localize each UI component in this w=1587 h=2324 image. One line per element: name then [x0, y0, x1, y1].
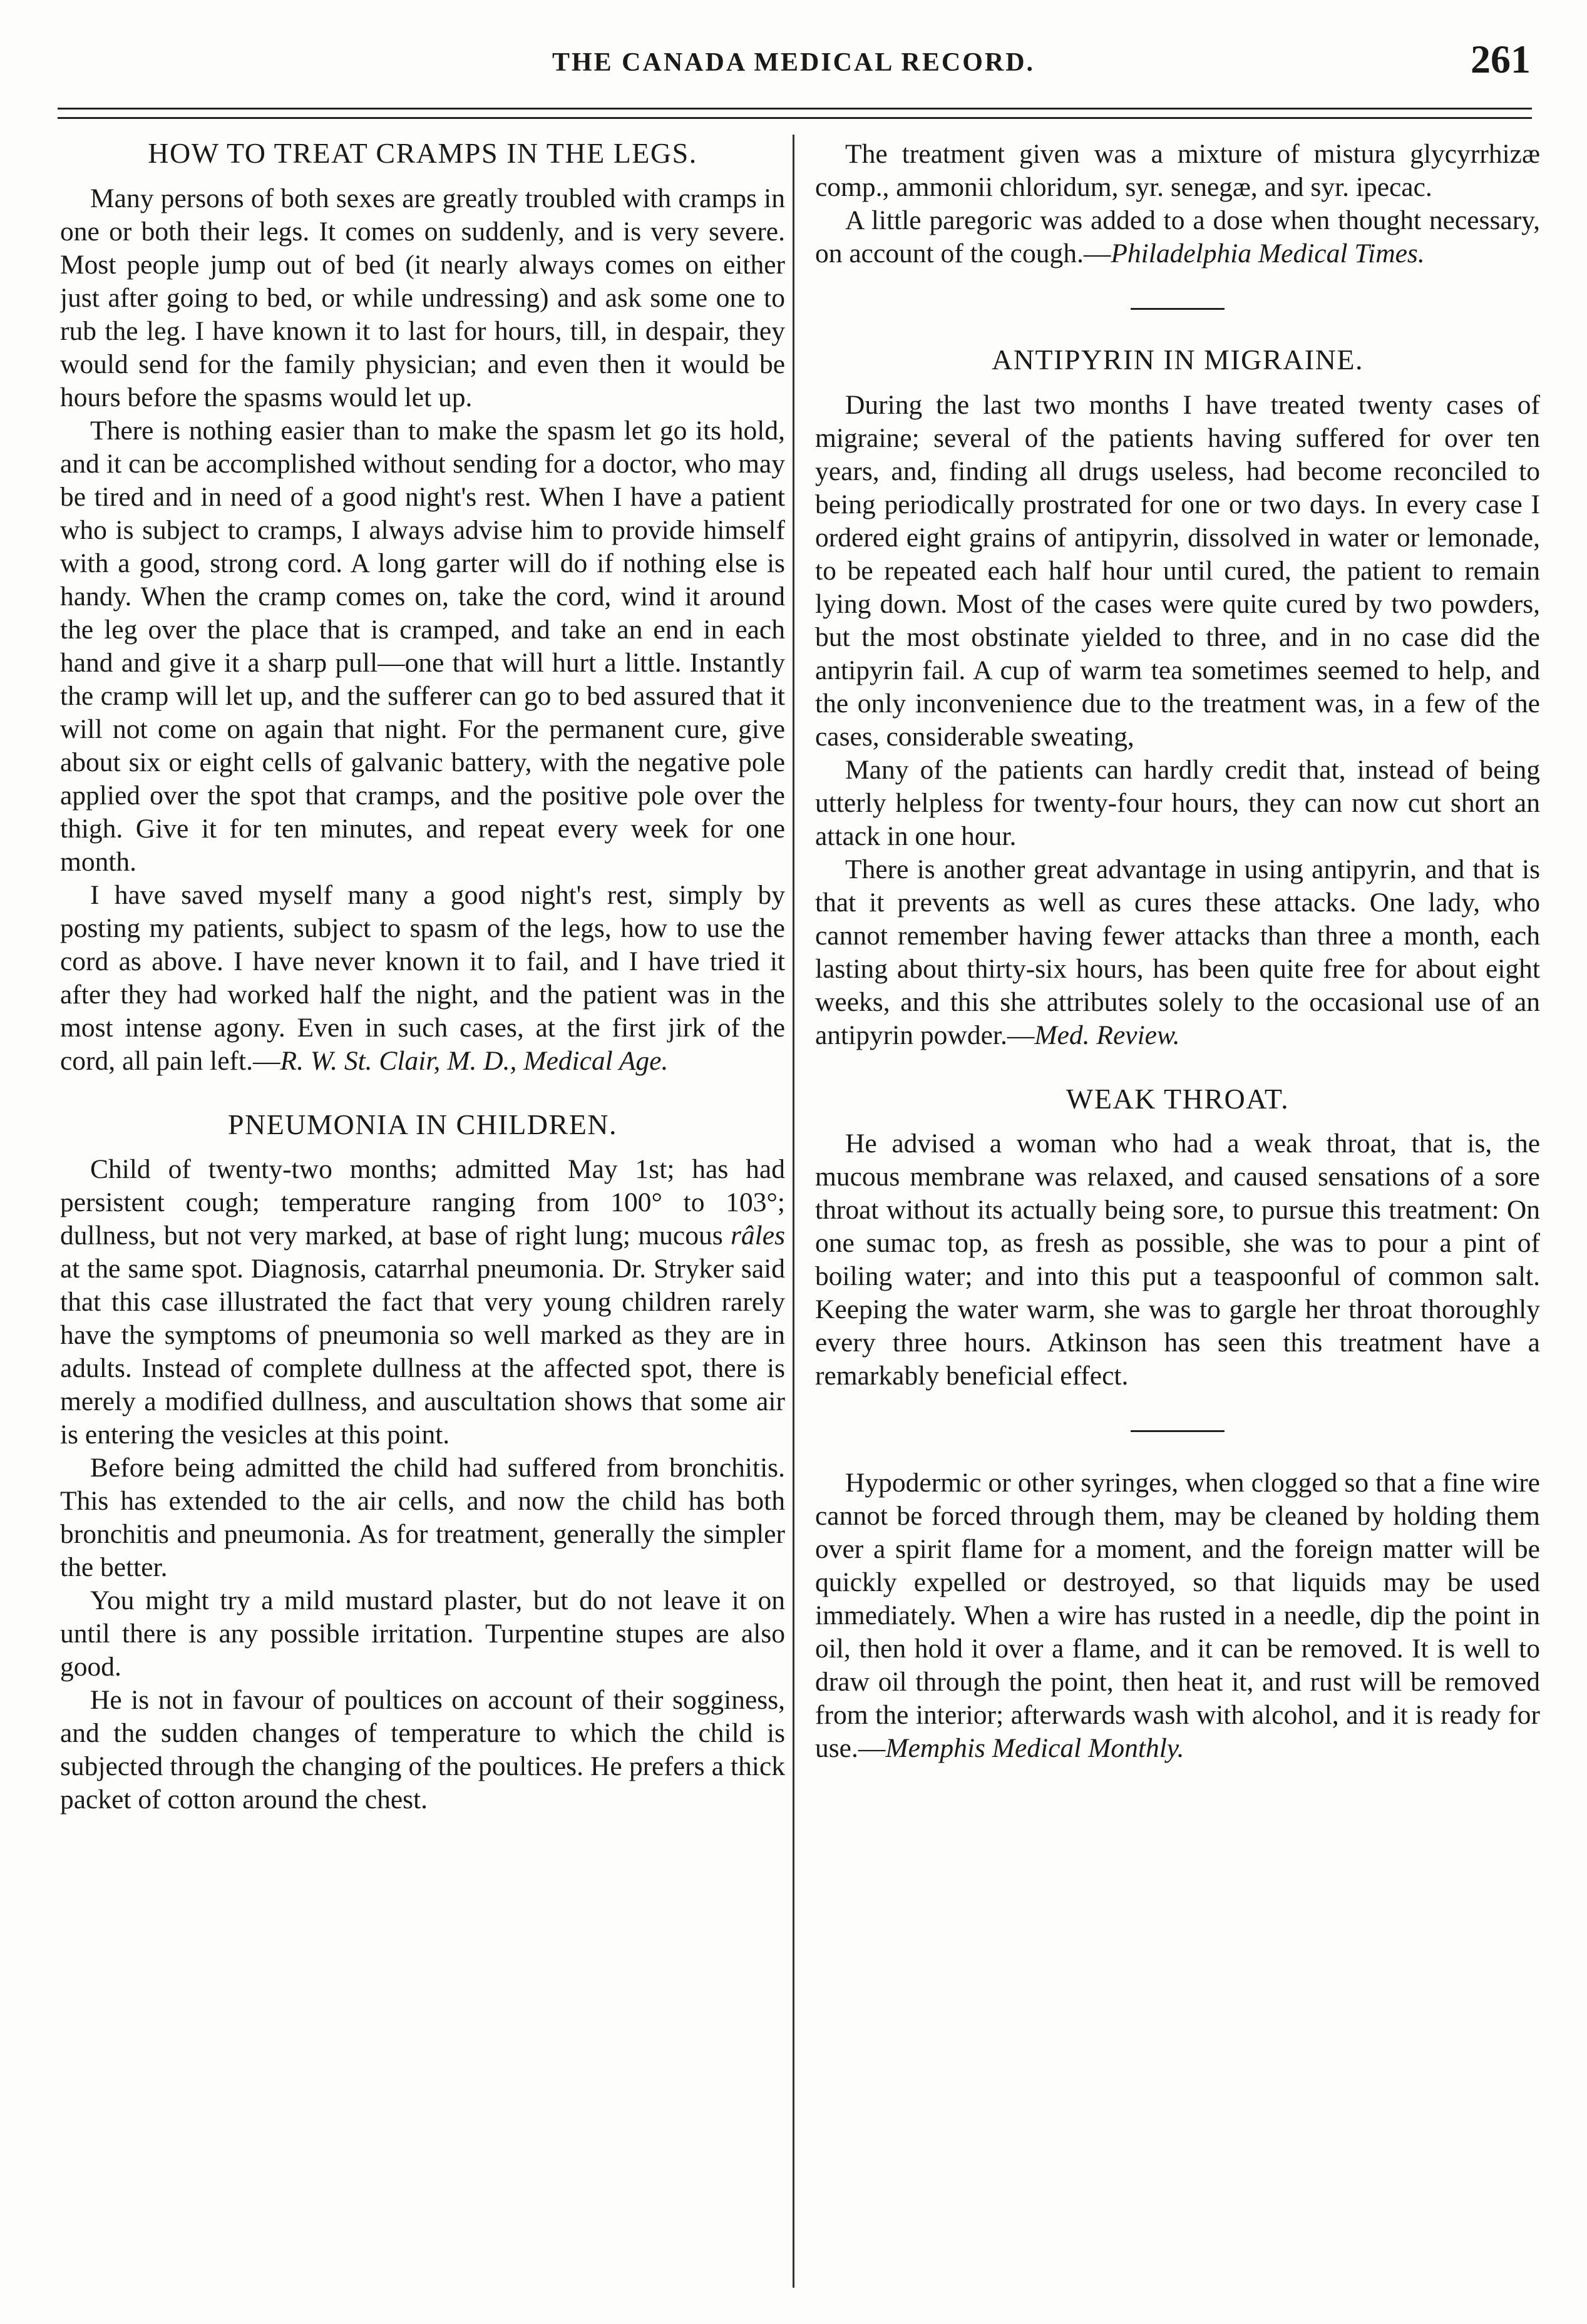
source-citation: Memphis Medical Monthly.: [885, 1733, 1184, 1764]
paragraph: [815, 204, 1540, 270]
article-title: PNEUMONIA IN CHILDREN.: [227, 1108, 618, 1140]
paragraph: Many persons of both sexes are greatly troubled with cramps in one or both their legs. It comes on suddenly, and is very severe. Most people jump out of bed (it nearly always comes on either just after going to bed, or while undressing) and ask some one to rub the leg. I have known it to last for hours, till, in despair, they would send for the family physician; and even then it would be hours before the spasms would let up.: [60, 183, 785, 412]
paragraph-text: I have saved myself many a good night's rest, simply by posting my patients, subject to spasm of the legs, how to use the cord as above. I have never known it to fail, and I have tried it after they had worked half the night, and the patient was in the most intense agony. Even in such cases, at the first jirk of the cord, all pain left.—: [60, 879, 785, 1076]
article-title: ANTIPYRIN IN MIGRAINE.: [992, 344, 1364, 376]
article-title: HOW TO TREAT CRAMPS IN THE LEGS.: [148, 138, 697, 169]
article-syringes: [815, 1467, 1540, 1765]
source-citation: R. W. St. Clair, M. D., Medical Age.: [280, 1045, 669, 1076]
paragraph-text: Child of twenty-two months; admitted May 1st; has had persistent cough; temperature ranging from 100° to 103°; dullness, but not very marked, at base of right lung; mucous: [60, 1154, 785, 1251]
article-pneumonia: [60, 1109, 785, 1817]
paragraph-text: There is another great advantage in using antipyrin, and that is that it prevents as well as cures these attacks. One lady, who cannot remember having fewer attacks than three a month, each lasting about thirty-six hours, has been quite free for about eight weeks, and this she attributes solely to the occasional use of an antipyrin powder.—: [815, 854, 1540, 1050]
running-head: [56, 36, 1531, 86]
right-column: [815, 138, 1540, 2291]
article-cramps: [60, 138, 785, 1078]
paragraph: The treatment given was a mixture of mistura glycyrrhizæ comp., ammonii chloridum, syr. senegæ, and syr. ipecac.: [815, 139, 1540, 202]
paragraph: During the last two months I have treated twenty cases of migraine; several of the patients having suffered for over ten years, and, finding all drugs useless, had become reconciled to being periodically prostrated for one or two days. In every case I ordered eight grains of antipyrin, dissolved in water or lemonade, to be repeated each half hour until cured, the patient to remain lying down. Most of the cases were quite cured by two powders, but the most obstinate yielded to three, and in no case did the antipyrin fail. A cup of warm tea sometimes seemed to help, and the only inconvenience due to the treatment was, in a few of the cases, considerable sweating,: [815, 389, 1540, 752]
source-citation: Med. Review.: [1034, 1020, 1180, 1050]
source-citation: Philadelphia Medical Times.: [1111, 238, 1425, 269]
paragraph: [815, 1467, 1540, 1765]
journal-title: THE CANADA MEDICAL RECORD.: [552, 48, 1035, 77]
paragraph: Many of the patients can hardly credit that, instead of being utterly helpless for twenty-four hours, they can now cut short an attack in one hour.: [815, 754, 1540, 851]
page-number: 261: [1471, 37, 1531, 81]
left-column: [60, 138, 785, 2291]
paragraph: He is not in favour of poultices on account of their sogginess, and the sudden changes of temperature to which the child is subjected through the changing of the poultices. He prefers a thick packet of cotton around the chest.: [60, 1685, 785, 1815]
paragraph: [60, 879, 785, 1078]
article-antipyrin: [815, 344, 1540, 1052]
paragraph-text: Hypodermic or other syringes, when clogged so that a fine wire cannot be forced through them, may be cleaned by holding them over a spirit flame for a moment, and the foreign matter will be quickly expelled or destroyed, so that liquids may be used immediately. When a wire has rusted in a needle, dip the point in oil, then hold it over a flame, and it can be removed. It is well to draw oil through the point, then heat it, and rust will be removed from the interior; afterwards wash with alcohol, and it is ready for use.—: [815, 1468, 1540, 1764]
article-pneumonia-continued: [815, 138, 1540, 270]
spacer: [60, 1078, 785, 1109]
article-weak-throat: [815, 1083, 1540, 1393]
section-rule: [1131, 308, 1225, 310]
article-title: WEAK THROAT.: [1066, 1082, 1290, 1115]
paragraph: There is nothing easier than to make the spasm let go its hold, and it can be accomplished without sending for a doctor, who may be tired and in need of a good night's rest. When I have a patient who is subject to cramps, I always advise him to provide himself with a good, strong cord. A long garter will do if nothing else is handy. When the cramp comes on, take the cord, wind it around the leg over the place that is cramped, and take an end in each hand and give it a sharp pull—one that will hurt a little. Instantly the cramp will let up, and the sufferer can go to bed assured that it will not come on again that night. For the permanent cure, give about six or eight cells of galvanic battery, with the negative pole applied over the spot that cramps, and the positive pole over the thigh. Give it for ten minutes, and repeat every week for one month.: [60, 415, 785, 877]
paragraph-text: at the same spot. Diagnosis, catarrhal pneumonia. Dr. Stryker said that this case illustrated the fact that very young children rarely have the symptoms of pneumonia so well marked as they are in adults. Instead of complete dullness at the affected spot, there is merely a modified dullness, and auscultation shows that some air is entering the vesicles at this point.: [60, 1254, 785, 1450]
column-divider: [793, 135, 794, 2288]
paragraph: [815, 853, 1540, 1052]
paragraph: [60, 1153, 785, 1451]
section-rule: [1131, 1430, 1225, 1432]
paragraph: You might try a mild mustard plaster, but do not leave it on until there is any possible irritation. Turpentine stupes are also good.: [60, 1585, 785, 1682]
paragraph: He advised a woman who had a weak throat, that is, the mucous membrane was relaxed, and caused sensations of a sore throat without its actually being sore, to pursue this treatment: On one sumac top, as fresh as possible, she was to pour a pint of boiling water; and into this put a teaspoonful of common salt. Keeping the water warm, she was to gargle her throat thoroughly every three hours. Atkinson has seen this treatment have a remarkably beneficial effect.: [815, 1129, 1540, 1391]
paragraph-text: A little paregoric was added to a dose when thought necessary, on account of the cough.—: [815, 205, 1540, 269]
italic-term: râles: [731, 1221, 785, 1251]
header-double-rule: [58, 108, 1532, 119]
spacer: [815, 1052, 1540, 1083]
paragraph: Before being admitted the child had suffered from bronchitis. This has extended to the air cells, and now the child has both bronchitis and pneumonia. As for treatment, generally the simpler the better.: [60, 1453, 785, 1583]
